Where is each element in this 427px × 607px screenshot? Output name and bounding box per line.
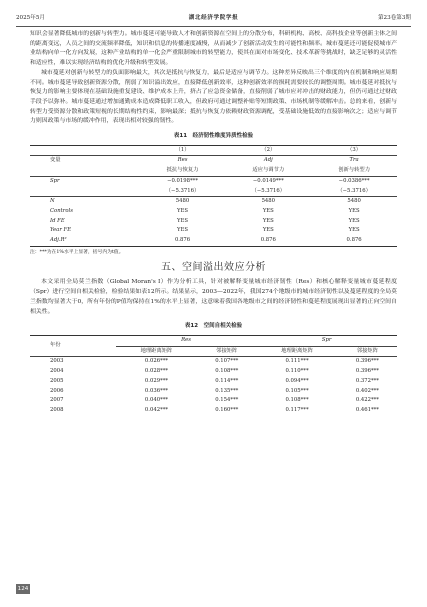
table-11-cell: YES xyxy=(348,217,360,224)
table-11-corner xyxy=(30,145,140,156)
table-11-tstat: （−5.3716） xyxy=(165,187,200,194)
table-12-cell: 0.372*** xyxy=(355,377,379,384)
table-11-depvar: Tra xyxy=(311,156,397,166)
table-11-cell: YES xyxy=(262,217,274,224)
table-11-cell: −0.0149*** xyxy=(225,176,311,186)
table-12-year: 2005 xyxy=(50,377,64,384)
table-12-year-label: 年份 xyxy=(30,335,116,356)
table-11-row-label: Adj.R² xyxy=(30,236,140,246)
table-11-row-label: Id FE xyxy=(50,217,65,224)
table-12-cell: 0.108*** xyxy=(285,397,309,404)
table-12-cell: 0.402*** xyxy=(355,387,379,394)
table-11-colnum: （3） xyxy=(311,145,397,156)
table-11-tstat: （−5.3716） xyxy=(251,187,286,194)
table-12-cell: 0.111*** xyxy=(256,357,337,367)
table-12-cell: 0.105*** xyxy=(285,387,309,394)
running-header xyxy=(16,12,411,24)
table-12-subheader: 地理距离矩阵 xyxy=(116,346,197,357)
header-date: 2025年5月 xyxy=(16,15,45,21)
journal-name: 湖北经济学院学报 xyxy=(188,15,239,21)
table-11-depvar-desc: 适应与调节力 xyxy=(252,167,285,174)
table-12-group: Spr xyxy=(256,335,397,346)
table-11-cell: −0.0386*** xyxy=(311,176,397,186)
table-11-cell: YES xyxy=(177,227,189,234)
table-11-row-label: Year FE xyxy=(50,227,72,234)
table-11-cell: YES xyxy=(177,207,189,214)
table-12-year: 2006 xyxy=(50,387,64,394)
table-12-cell: 0.114*** xyxy=(215,377,239,384)
table-12-cell: 0.028*** xyxy=(144,368,169,375)
table-12-cell: 0.396*** xyxy=(355,368,379,375)
header-rule xyxy=(16,26,411,27)
table-12-cell: 0.026*** xyxy=(116,357,197,367)
table-12-cell: 0.110*** xyxy=(285,368,309,375)
table-12-cell: 0.135*** xyxy=(215,387,239,394)
table-12-cell: 0.040*** xyxy=(144,397,169,404)
table-11-note: 注：***为在1%水平上显著，括号内为t值。 xyxy=(30,249,124,255)
table-11-cell: YES xyxy=(262,207,274,214)
table-11-depvar: Res xyxy=(140,156,226,166)
table-11-var-label: 变量 xyxy=(30,156,140,166)
table-12-subheader: 邻接矩阵 xyxy=(197,346,256,357)
table-12-cell: 0.107*** xyxy=(197,357,256,367)
table-12-year: 2007 xyxy=(50,397,64,404)
table-12-cell: 0.094*** xyxy=(285,377,309,384)
table-12-year: 2004 xyxy=(50,368,64,375)
table-11-row-label: Spr xyxy=(30,176,140,186)
table-11-cell: 0.876 xyxy=(140,236,226,246)
table-11-depvar: Adj xyxy=(225,156,311,166)
page-body xyxy=(30,30,397,416)
header-volume: 第23卷第3期 xyxy=(377,15,411,21)
table-11-row-label: Controls xyxy=(50,207,73,214)
table-11 xyxy=(30,145,397,247)
table-11-cell: 0.876 xyxy=(225,236,311,246)
table-12-cell: 0.036*** xyxy=(144,387,169,394)
table-11-row-label: N xyxy=(30,197,140,207)
section-heading: 五、空间溢出效应分析 xyxy=(161,261,266,273)
table-11-cell: 5480 xyxy=(311,197,397,207)
table-12-cell: 0.396*** xyxy=(338,357,397,367)
table-11-tstat: （−5.3716） xyxy=(337,187,371,194)
paragraph-3: 本文采用全局莫兰指数（Global Moran's I）作为分析工具，针对被解释变量城市经济韧性（Res）和核心解释变量城市蔓延程度（Spr）进行空间自相关检验，检验结果如表12所示。结果显示，2003—2022年，我国274个地级市的城市经济韧性以及蔓延程度的全局莫兰指数均显著大于0，所有年份的P值均保持在1%的水平上显著，这意味着我国各地级市之间的经济韧性和蔓延程度展现出显著的正向空间自相关性。 xyxy=(30,279,397,315)
table-11-cell: −0.0198*** xyxy=(140,176,226,186)
paragraph-1: 知识会显著降低城市的创新与转型力。城市蔓延可能导致人才和创新资源在空间上的分散分布，科研机构、高校、高科技企业等创新主体之间的距离变远，人员之间的交流频率降低，知识和信息的传播速度减慢，从而减少了创新活动发生的可能性和频率。城市蔓延还可能促使城市产业结构向单一化方向发展，这种产业结构的单一化会严重限制城市的转型能力，使其在面对市场变化、技术革新等挑战时，缺乏足够的灵活性和适应性，难以实现经济结构的优化升级和转型发展。 xyxy=(30,31,397,67)
table-11-cell: YES xyxy=(348,207,360,214)
table-11-cell: YES xyxy=(262,227,274,234)
table-12-year: 2008 xyxy=(50,406,64,413)
table-11-cell: YES xyxy=(177,217,189,224)
table-12-year: 2003 xyxy=(30,357,116,367)
table-11-cell: 5480 xyxy=(140,197,226,207)
table-12-cell: 0.042*** xyxy=(144,406,169,413)
table-11-depvar-desc: 创新与转型力 xyxy=(338,167,370,174)
paragraph-2: 城市蔓延对创新与转型力的负面影响最大，其次是抵抗与恢复力，最后是适应与调节力。这种差异反映出三个维度的内在机制和响应周期不同。城市蔓延导致创新资源分散，削弱了知识溢出效应，直接降低创新效率，这种创新效率的损耗需要较长的调整周期。城市蔓延对抵抗与恢复力的影响主要体现在基础设施重复建设、维护成本上升，挤占了应急资金储备，直接削弱了城市应对冲击的财政能力，但仍可通过过财政手段予以弥补。城市蔓延通过增加通勤成本造成降低职工收入，但政府可通过调整补贴等短期政策、市场机制等缓解冲击。总的来看，创新与转型力受资源分散和政策短视的长期结构性约束，影响最深；抵抗与恢复力依赖财政资源调配，受基础设施低效的直接影响次之；适应与调节力则因政策与市场的缓冲作用，表现出相对较强的韧性。 xyxy=(30,69,397,125)
table-12-subheader: 地理距离矩阵 xyxy=(256,346,337,357)
table-11-cell: 0.876 xyxy=(311,236,397,246)
table-12-group: Res xyxy=(116,335,257,346)
table-12-cell: 0.154*** xyxy=(215,397,239,404)
table-11-cell: YES xyxy=(348,227,360,234)
table-12-cell: 0.160*** xyxy=(215,406,239,413)
table-12-cell: 0.422*** xyxy=(355,397,379,404)
table-11-colnum: （2） xyxy=(225,145,311,156)
table-12-cell: 0.029*** xyxy=(144,377,169,384)
table-11-depvar-desc: 抵抗与恢复力 xyxy=(166,167,199,174)
table-12-subheader: 邻接矩阵 xyxy=(338,346,397,357)
table-12-cell: 0.461*** xyxy=(355,406,379,413)
table-11-caption: 表11 经济韧性维度异质性检验 xyxy=(173,133,254,140)
table-11-cell: 5480 xyxy=(225,197,311,207)
table-12 xyxy=(30,335,397,416)
table-11-colnum: （1） xyxy=(140,145,226,156)
table-12-caption: 表12 空间自相关检验 xyxy=(184,323,243,330)
table-12-cell: 0.117*** xyxy=(285,406,309,413)
page-number: 124 xyxy=(17,586,29,592)
table-12-cell: 0.108*** xyxy=(215,368,239,375)
